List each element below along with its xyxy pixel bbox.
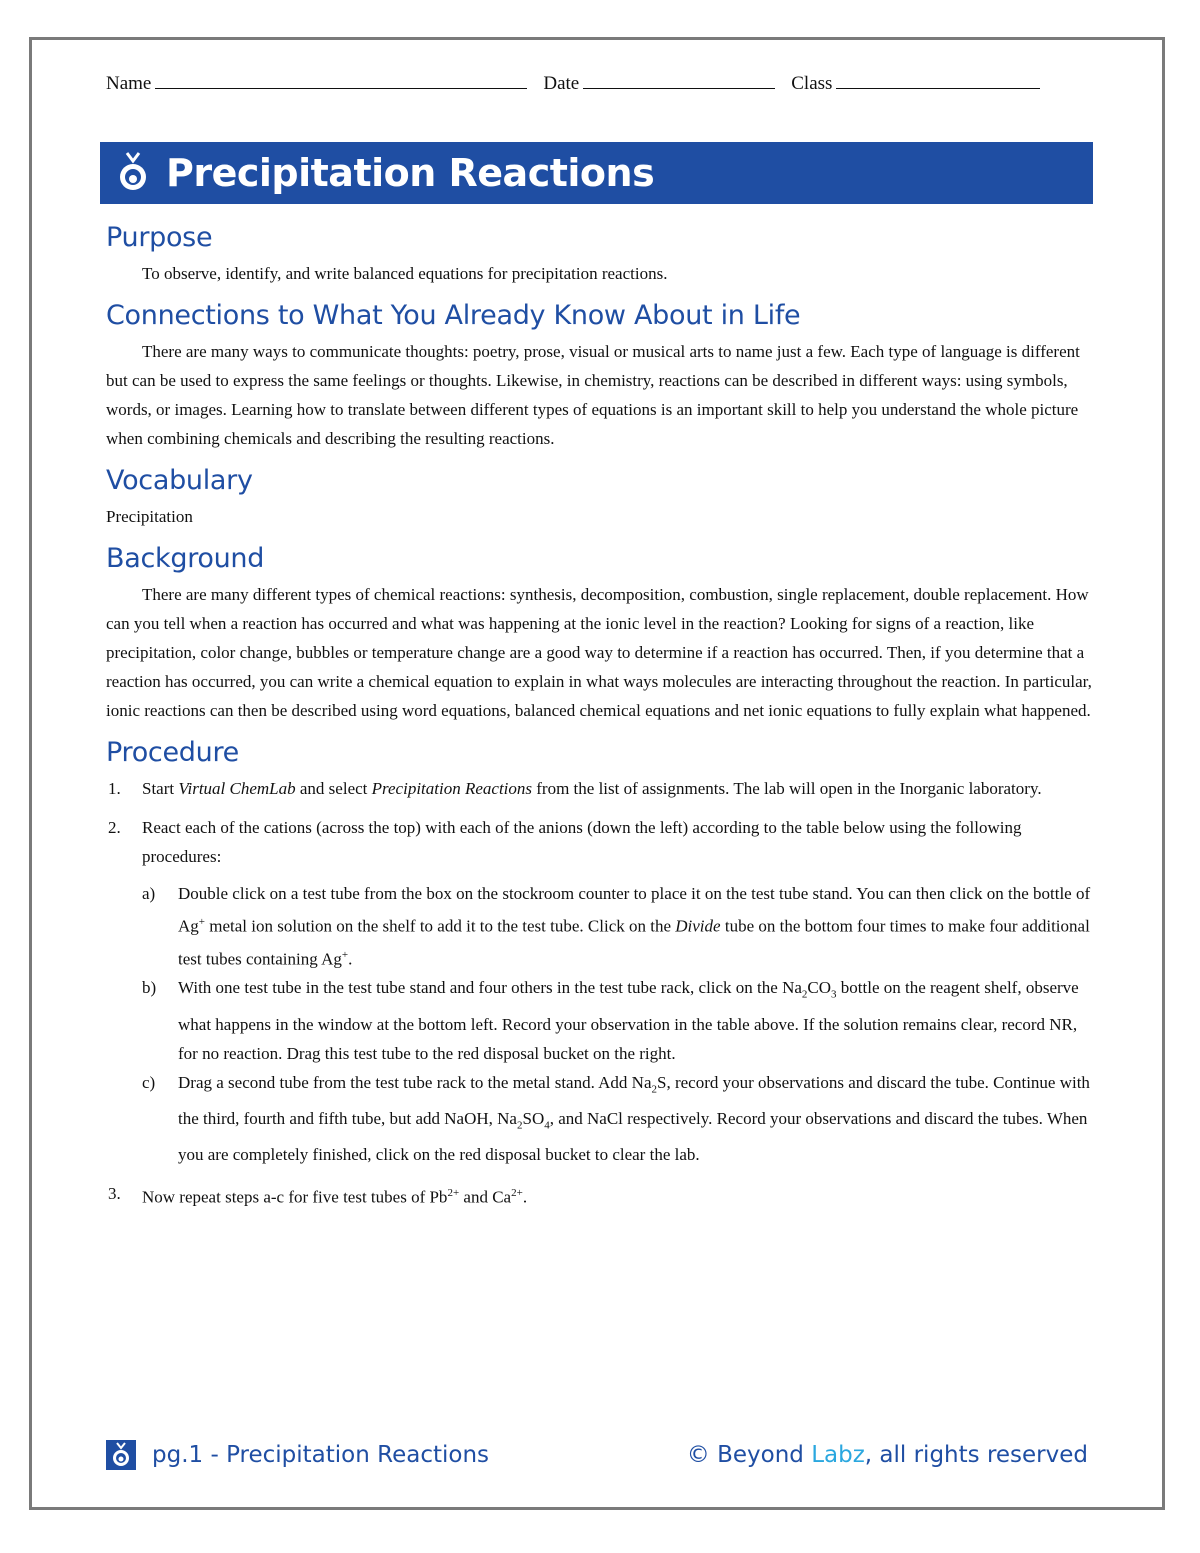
charge: +: [198, 916, 205, 928]
substeps: [142, 879, 1096, 1169]
substep-text: Drag a second tube from the test tube rack to the metal stand. Add Na: [178, 1072, 652, 1092]
subscript: 3: [831, 988, 837, 1001]
substep-text: , and NaCl respectively. Record your observations and discard the tubes. When you are completely finished, click on the red disposal bucket to clear the lab.: [178, 1109, 1088, 1165]
background-heading: Background: [106, 543, 265, 574]
page-number-label: pg.1 - Precipitation Reactions: [152, 1442, 490, 1468]
step-text: from the list of assignments. The lab will open in the Inorganic laboratory.: [532, 779, 1042, 798]
background-section: [106, 543, 1096, 725]
substep-label: c): [142, 1072, 156, 1092]
vocabulary-section: [106, 465, 1096, 531]
vocabulary-term: Precipitation: [106, 507, 193, 526]
charge: +: [341, 948, 349, 961]
subscript: 2: [516, 1119, 523, 1132]
charge: 2+: [447, 1187, 460, 1200]
charge: 2+: [511, 1187, 523, 1200]
brand-accent: Labz: [811, 1442, 865, 1468]
medal-flask-icon: [114, 151, 152, 195]
substep-label: a): [142, 884, 156, 903]
step-text: React each of the cations (across the top) with each of the anions (down the left) according to the table below using the following procedures:: [142, 818, 1022, 866]
step-text: Now repeat steps a-c for five test tubes of Pb: [142, 1188, 448, 1208]
substep-text: S, record your observations and discard the tube. Continue with the third, fourth and fifth tube, but add NaOH, Na: [178, 1072, 1090, 1129]
app-name: Virtual ChemLab: [178, 779, 296, 798]
substep-a: [142, 879, 1096, 973]
substep-text: .: [348, 949, 353, 969]
vocabulary-heading: Vocabulary: [106, 465, 253, 496]
name-label: Name: [106, 73, 152, 94]
page-title: Precipitation Reactions: [166, 151, 655, 195]
substep-b: [142, 973, 1096, 1067]
copyright-prefix: © Beyond: [686, 1442, 812, 1468]
divide-term: Divide: [675, 916, 721, 936]
step-number: 3.: [108, 1184, 121, 1204]
procedure-section: [106, 737, 1096, 1212]
footer-left: [106, 1440, 489, 1470]
substep-text: SO: [522, 1109, 545, 1129]
date-field[interactable]: [583, 72, 775, 89]
substep-text: bottle on the reagent shelf, observe what happens in the window at the bottom left. Record your observation in the table above. If the solution remains clear, record NR, for no reaction. Drag this test tube to the red disposal bucket on the right.: [178, 978, 1079, 1063]
substep-text: With one test tube in the test tube stand and four others in the test tube rack, click on the Na: [178, 978, 802, 998]
date-label: Date: [543, 73, 580, 94]
student-info-line: [106, 72, 1096, 95]
worksheet-body: [106, 222, 1096, 1224]
page-footer: [106, 1440, 1088, 1470]
subscript: 2: [651, 1083, 657, 1096]
copyright-suffix: , all rights reserved: [864, 1442, 1088, 1468]
purpose-text: To observe, identify, and write balanced equations for precipitation reactions.: [142, 264, 668, 283]
subscript: 4: [544, 1119, 550, 1132]
name-field[interactable]: [155, 72, 527, 89]
procedure-heading: Procedure: [106, 737, 239, 768]
substep-text: tube on the bottom four times to make four additional test tubes containing Ag: [178, 916, 1090, 969]
step-text: and select: [295, 779, 372, 798]
connections-section: [106, 300, 1096, 453]
medal-icon: [106, 1440, 136, 1470]
connections-text: There are many ways to communicate thoughts: poetry, prose, visual or musical arts to name just a few. Each type of language is different but can be used to express the same feelings or thoughts. Likewise, in chemistry, reactions can be described in different ways: using symbols, words, or images. Learning how to translate between different types of equations is an important skill to help you understand the whole picture when combining chemicals and describing the resulting reactions.: [106, 342, 1080, 448]
substep-c: [142, 1068, 1096, 1170]
step-number: 1.: [108, 779, 121, 798]
subscript: 2: [801, 988, 808, 1001]
procedure-step-2: [106, 813, 1096, 1169]
class-label: Class: [791, 73, 833, 94]
procedure-step-3: [106, 1179, 1096, 1212]
step-text: Start: [142, 779, 179, 798]
step-text: and Ca: [459, 1188, 512, 1208]
copyright-text: [687, 1442, 1088, 1468]
substep-text: CO: [807, 978, 832, 998]
title-banner: [100, 142, 1093, 204]
substep-label: b): [142, 978, 157, 998]
substep-text: Double click on a test tube from the box on the stockroom counter to place it on the test tube stand. You can then click on the bottle of Ag: [178, 884, 1091, 936]
step-number: 2.: [108, 818, 121, 837]
assignment-name: Precipitation Reactions: [371, 779, 533, 798]
substep-text: metal ion solution on the shelf to add it to the test tube. Click on the: [205, 916, 676, 936]
connections-heading: Connections to What You Already Know About in Life: [106, 300, 801, 331]
background-text: There are many different types of chemical reactions: synthesis, decomposition, combustion, single replacement, double replacement. How can you tell when a reaction has occurred and what was happening at the ionic level in the reaction? Looking for signs of a reaction, like precipitation, color change, bubbles or temperature change are a good way to determine if a reaction has occurred. Then, if you determine that a reaction has occurred, you can write a chemical equation to explain in what ways molecules are interacting throughout the reaction. In particular, ionic reactions can then be described using word equations, balanced chemical equations and net ionic equations to fully explain what happened.: [106, 585, 1092, 720]
class-field[interactable]: [836, 72, 1040, 89]
step-text: .: [522, 1188, 528, 1208]
procedure-step-1: [106, 774, 1096, 803]
purpose-section: [106, 222, 1096, 288]
purpose-heading: Purpose: [106, 222, 213, 253]
procedure-steps: [106, 774, 1096, 1212]
